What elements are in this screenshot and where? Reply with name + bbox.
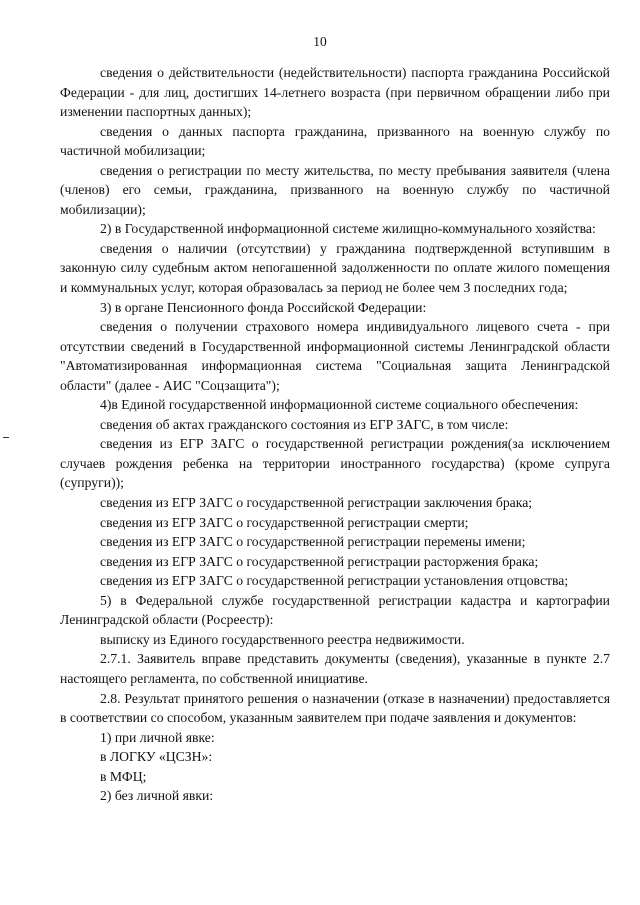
paragraph-rosreestr: 5) в Федеральной службе государственной регистрации кадастра и картографии Ленинградской области (Росреестр): <box>60 592 610 628</box>
paragraph-mfc: в МФЦ; <box>100 768 147 784</box>
paragraph-debt-info: сведения о наличии (отсутствии) у гражданина подтвержденной вступившим в законную силу судебным актом непогашенной задолженности по оплате жилого помещения и коммунальных услуг, которая образовалась за период не более чем 3 последних года; <box>60 240 610 296</box>
paragraph-gis-zhkh: 2) в Государственной информационной системе жилищно-коммунального хозяйства: <box>100 221 596 237</box>
paragraph-name-change-registration: сведения из ЕГР ЗАГС о государственной регистрации перемены имени; <box>100 534 526 550</box>
paragraph-logku-cszn: в ЛОГКУ «ЦСЗН»: <box>100 749 213 765</box>
paragraph-marriage-registration: сведения из ЕГР ЗАГС о государственной регистрации заключения брака; <box>100 495 533 511</box>
paragraph-egrn-extract: выписку из Единого государственного реестра недвижимости. <box>100 631 465 647</box>
margin-mark <box>3 437 9 438</box>
paragraph-paternity-registration: сведения из ЕГР ЗАГС о государственной регистрации установления отцовства; <box>100 573 569 589</box>
document-body <box>60 63 610 806</box>
paragraph-divorce-registration: сведения из ЕГР ЗАГС о государственной регистрации расторжения брака; <box>100 553 539 569</box>
paragraph-death-registration: сведения из ЕГР ЗАГС о государственной регистрации смерти; <box>100 514 469 530</box>
paragraph-snils: сведения о получении страхового номера индивидуального лицевого счета - при отсутствии сведений в Государственной информационной системы Ленинградской области "Автоматизированная информационная система "Социальная защита Ленинградской области" (далее - АИС "Соцзащита"); <box>60 319 610 393</box>
paragraph-2-8: 2.8. Результат принятого решения о назначении (отказе в назначении) предоставляется в соответствии со способом, указанным заявителем при подаче заявления и документов: <box>60 690 610 726</box>
paragraph-remote: 2) без личной явки: <box>100 788 214 804</box>
paragraph-registration-info: сведения о регистрации по месту жительства, по месту пребывания заявителя (члена (членов) его семьи, гражданина, призванного на военную службу по частичной мобилизации); <box>60 162 610 217</box>
paragraph-mobilized-passport: сведения о данных паспорта гражданина, призванного на военную службу по частичной мобилизации; <box>60 123 610 159</box>
paragraph-egisso: 4)в Единой государственной информационной системе социального обеспечения: <box>100 397 579 413</box>
paragraph-passport-validity: сведения о действительности (недействительности) паспорта гражданина Российской Федерации - для лиц, достигших 14-летнего возраста (при первичном обращении либо при изменении паспортных данных); <box>60 65 610 120</box>
paragraph-birth-registration: сведения из ЕГР ЗАГС о государственной регистрации рождения(за исключением случаев рождения ребенка на территории иностранного государства) (кроме супруга (супруги)); <box>60 436 610 491</box>
paragraph-civil-status-acts: сведения об актах гражданского состояния из ЕГР ЗАГС, в том числе: <box>100 416 509 432</box>
page-number: 10 <box>313 34 327 49</box>
paragraph-2-7-1: 2.7.1. Заявитель вправе представить документы (сведения), указанные в пункте 2.7 настоящего регламента, по собственной инициативе. <box>60 651 610 686</box>
paragraph-pension-fund: 3) в органе Пенсионного фонда Российской Федерации: <box>100 299 427 315</box>
paragraph-in-person: 1) при личной явке: <box>100 729 215 745</box>
